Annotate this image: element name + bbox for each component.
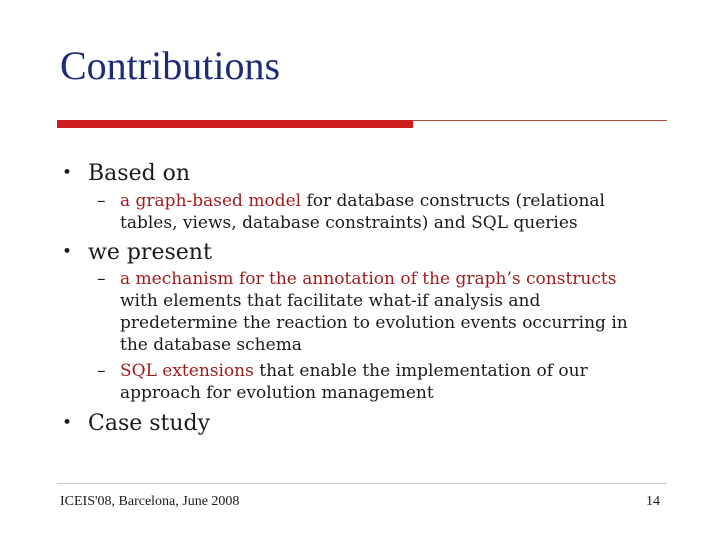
bullet-text: Case study — [88, 411, 211, 436]
sub-bullet-text: for database constructs (relational tables, views, database constraints) and SQL queries — [120, 191, 605, 233]
bullet-dot-icon: • — [62, 242, 73, 262]
dash-icon: – — [97, 361, 106, 381]
sub-bullet-text: with elements that facilitate what-if analysis and predetermine the reaction to evolution events occurring in the database schema — [120, 291, 628, 355]
sub-bullet-sql-extensions — [97, 360, 650, 404]
footer-conference: ICEIS'08, Barcelona, June 2008 — [60, 494, 240, 509]
bullet-dot-icon: • — [62, 163, 73, 183]
slide-title: Contributions — [60, 43, 281, 88]
sub-bullet-annotation-mechanism — [97, 268, 650, 356]
sub-bullet-graph-model — [97, 190, 650, 234]
bullet-based-on — [62, 160, 190, 187]
dash-icon: – — [97, 269, 106, 289]
bullet-text: we present — [88, 240, 212, 265]
bullet-dot-icon: • — [62, 413, 73, 433]
page-number: 14 — [646, 494, 660, 509]
bullet-text: Based on — [88, 161, 191, 186]
emphasis-text: a graph-based model — [120, 191, 302, 211]
bullet-case-study — [62, 410, 210, 437]
emphasis-text: SQL extensions — [120, 361, 254, 381]
emphasis-text: a mechanism for the annotation of the graph’s constructs — [120, 269, 617, 289]
footer-divider — [57, 483, 667, 484]
dash-icon: – — [97, 191, 106, 211]
title-underline-accent — [57, 120, 413, 128]
title-underline-rule — [413, 120, 667, 121]
bullet-we-present — [62, 239, 212, 266]
sub-bullet-text: that enable the implementation of our approach for evolution management — [120, 361, 588, 403]
